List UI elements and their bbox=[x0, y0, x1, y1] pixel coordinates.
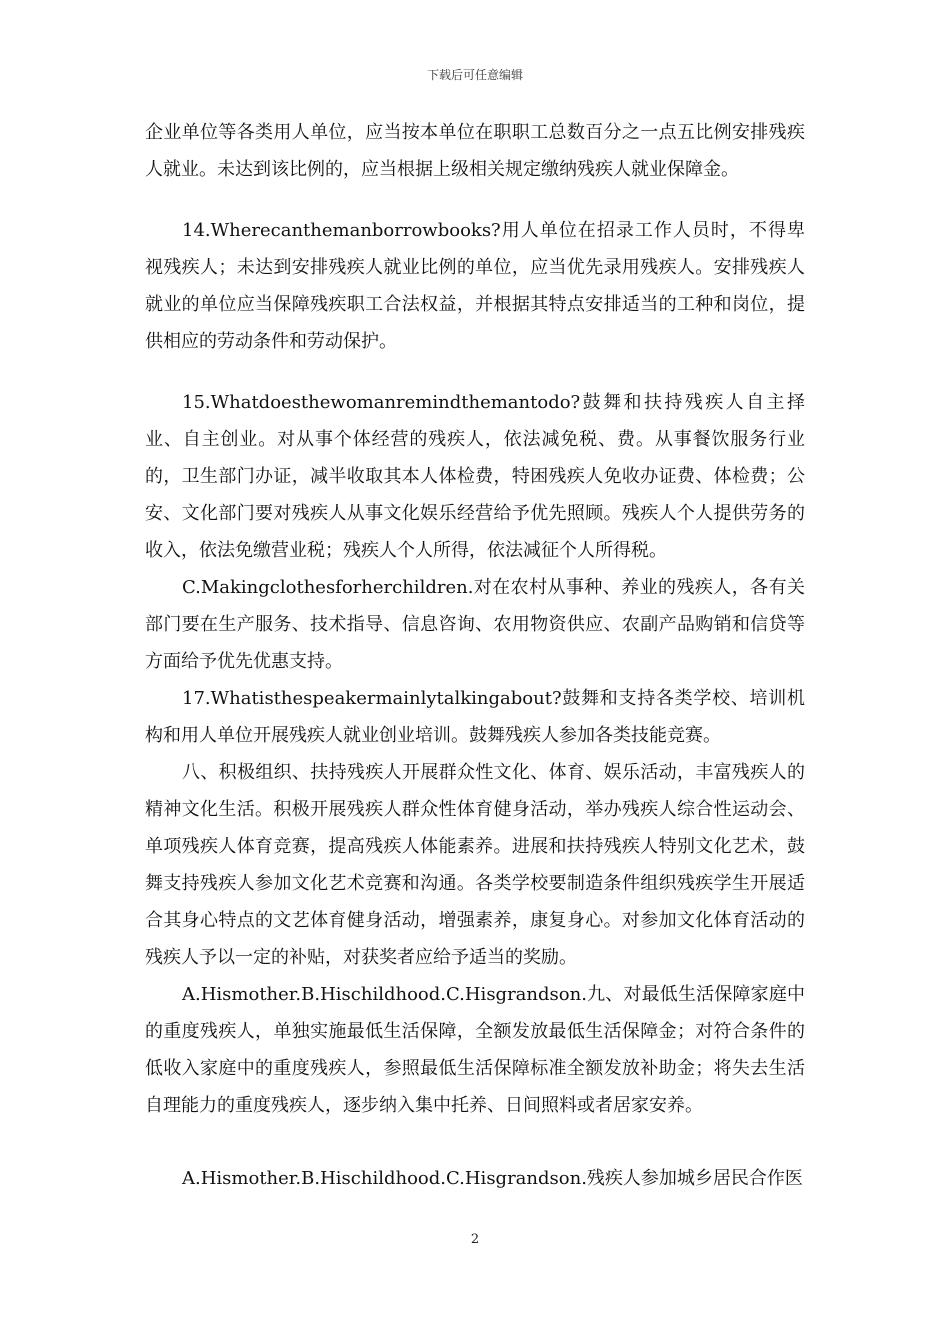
paragraph-employment-quota: 企业单位等各类用人单位，应当按本单位在职职工总数百分之一点五比例安排残疾人就业。未达到该比例的，应当根据上级相关规定缴纳残疾人就业保障金。 bbox=[145, 122, 805, 180]
page-number: 2 bbox=[470, 1232, 480, 1247]
paragraph-option-c: C.Makingclothesforherchildren.对在农村从事种、养业的残疾人，各有关部门要在生产服务、技术指导、信息咨询、农用物资供应、农副产品购销和信贷等方面给予优先优惠支持。 bbox=[145, 577, 805, 672]
paragraph-question-14: 14.Wherecanthemanborrowbooks?用人单位在招录工作人员时，不得卑视残疾人；未达到安排残疾人就业比例的单位，应当优先录用残疾人。安排残疾人就业的单位应当保障残疾职工合法权益，并根据其特点安排适当的工种和岗位，提供相应的劳动条件和劳动保护。 bbox=[145, 220, 805, 352]
paragraph-section-nine: A.Hismother.B.Hischildhood.C.Hisgrandson.九、对最低生活保障家庭中的重度残疾人，单独实施最低生活保障，全额发放最低生活保障金；对符合条件的低收入家庭中的重度残疾人，参照最低生活保障标准全额发放补助金；将失去生活自理能力的重度残疾人，逐步纳入集中托养、日间照料或者居家安养。 bbox=[145, 984, 805, 1116]
paragraph-medical-insurance: A.Hismother.B.Hischildhood.C.Hisgrandson.残疾人参加城乡居民合作医 bbox=[182, 1168, 803, 1189]
page-header: 下载后可任意编辑 bbox=[426, 68, 523, 82]
paragraph-question-15: 15.Whatdoesthewomanremindthemantodo?鼓舞和扶持残疾人自主择业、自主创业。对从事个体经营的残疾人，依法减免税、费。从事餐饮服务行业的，卫生部门办证，减半收取其本人体检费，特困残疾人免收办证费、体检费；公安、文化部门要对残疾人从事文化娱乐经营给予优先照顾。残疾人个人提供劳务的收入，依法免缴营业税；残疾人个人所得，依法减征个人所得税。 bbox=[145, 392, 805, 561]
document-body bbox=[145, 114, 805, 1197]
paragraph-section-eight: 八、积极组织、扶持残疾人开展群众性文化、体育、娱乐活动，丰富残疾人的精神文化生活。积极开展残疾人群众性体育健身活动，举办残疾人综合性运动会、单项残疾人体育竞赛，提高残疾人体能素养。进展和扶持残疾人特别文化艺术，鼓舞支持残疾人参加文化艺术竞赛和沟通。各类学校要制造条件组织残疾学生开展适合其身心特点的文艺体育健身活动，增强素养，康复身心。对参加文化体育活动的残疾人予以一定的补贴，对获奖者应给予适当的奖励。 bbox=[145, 762, 805, 968]
paragraph-question-17: 17.Whatisthespeakermainlytalkingabout?鼓舞和支持各类学校、培训机构和用人单位开展残疾人就业创业培训。鼓舞残疾人参加各类技能竞赛。 bbox=[145, 688, 805, 746]
